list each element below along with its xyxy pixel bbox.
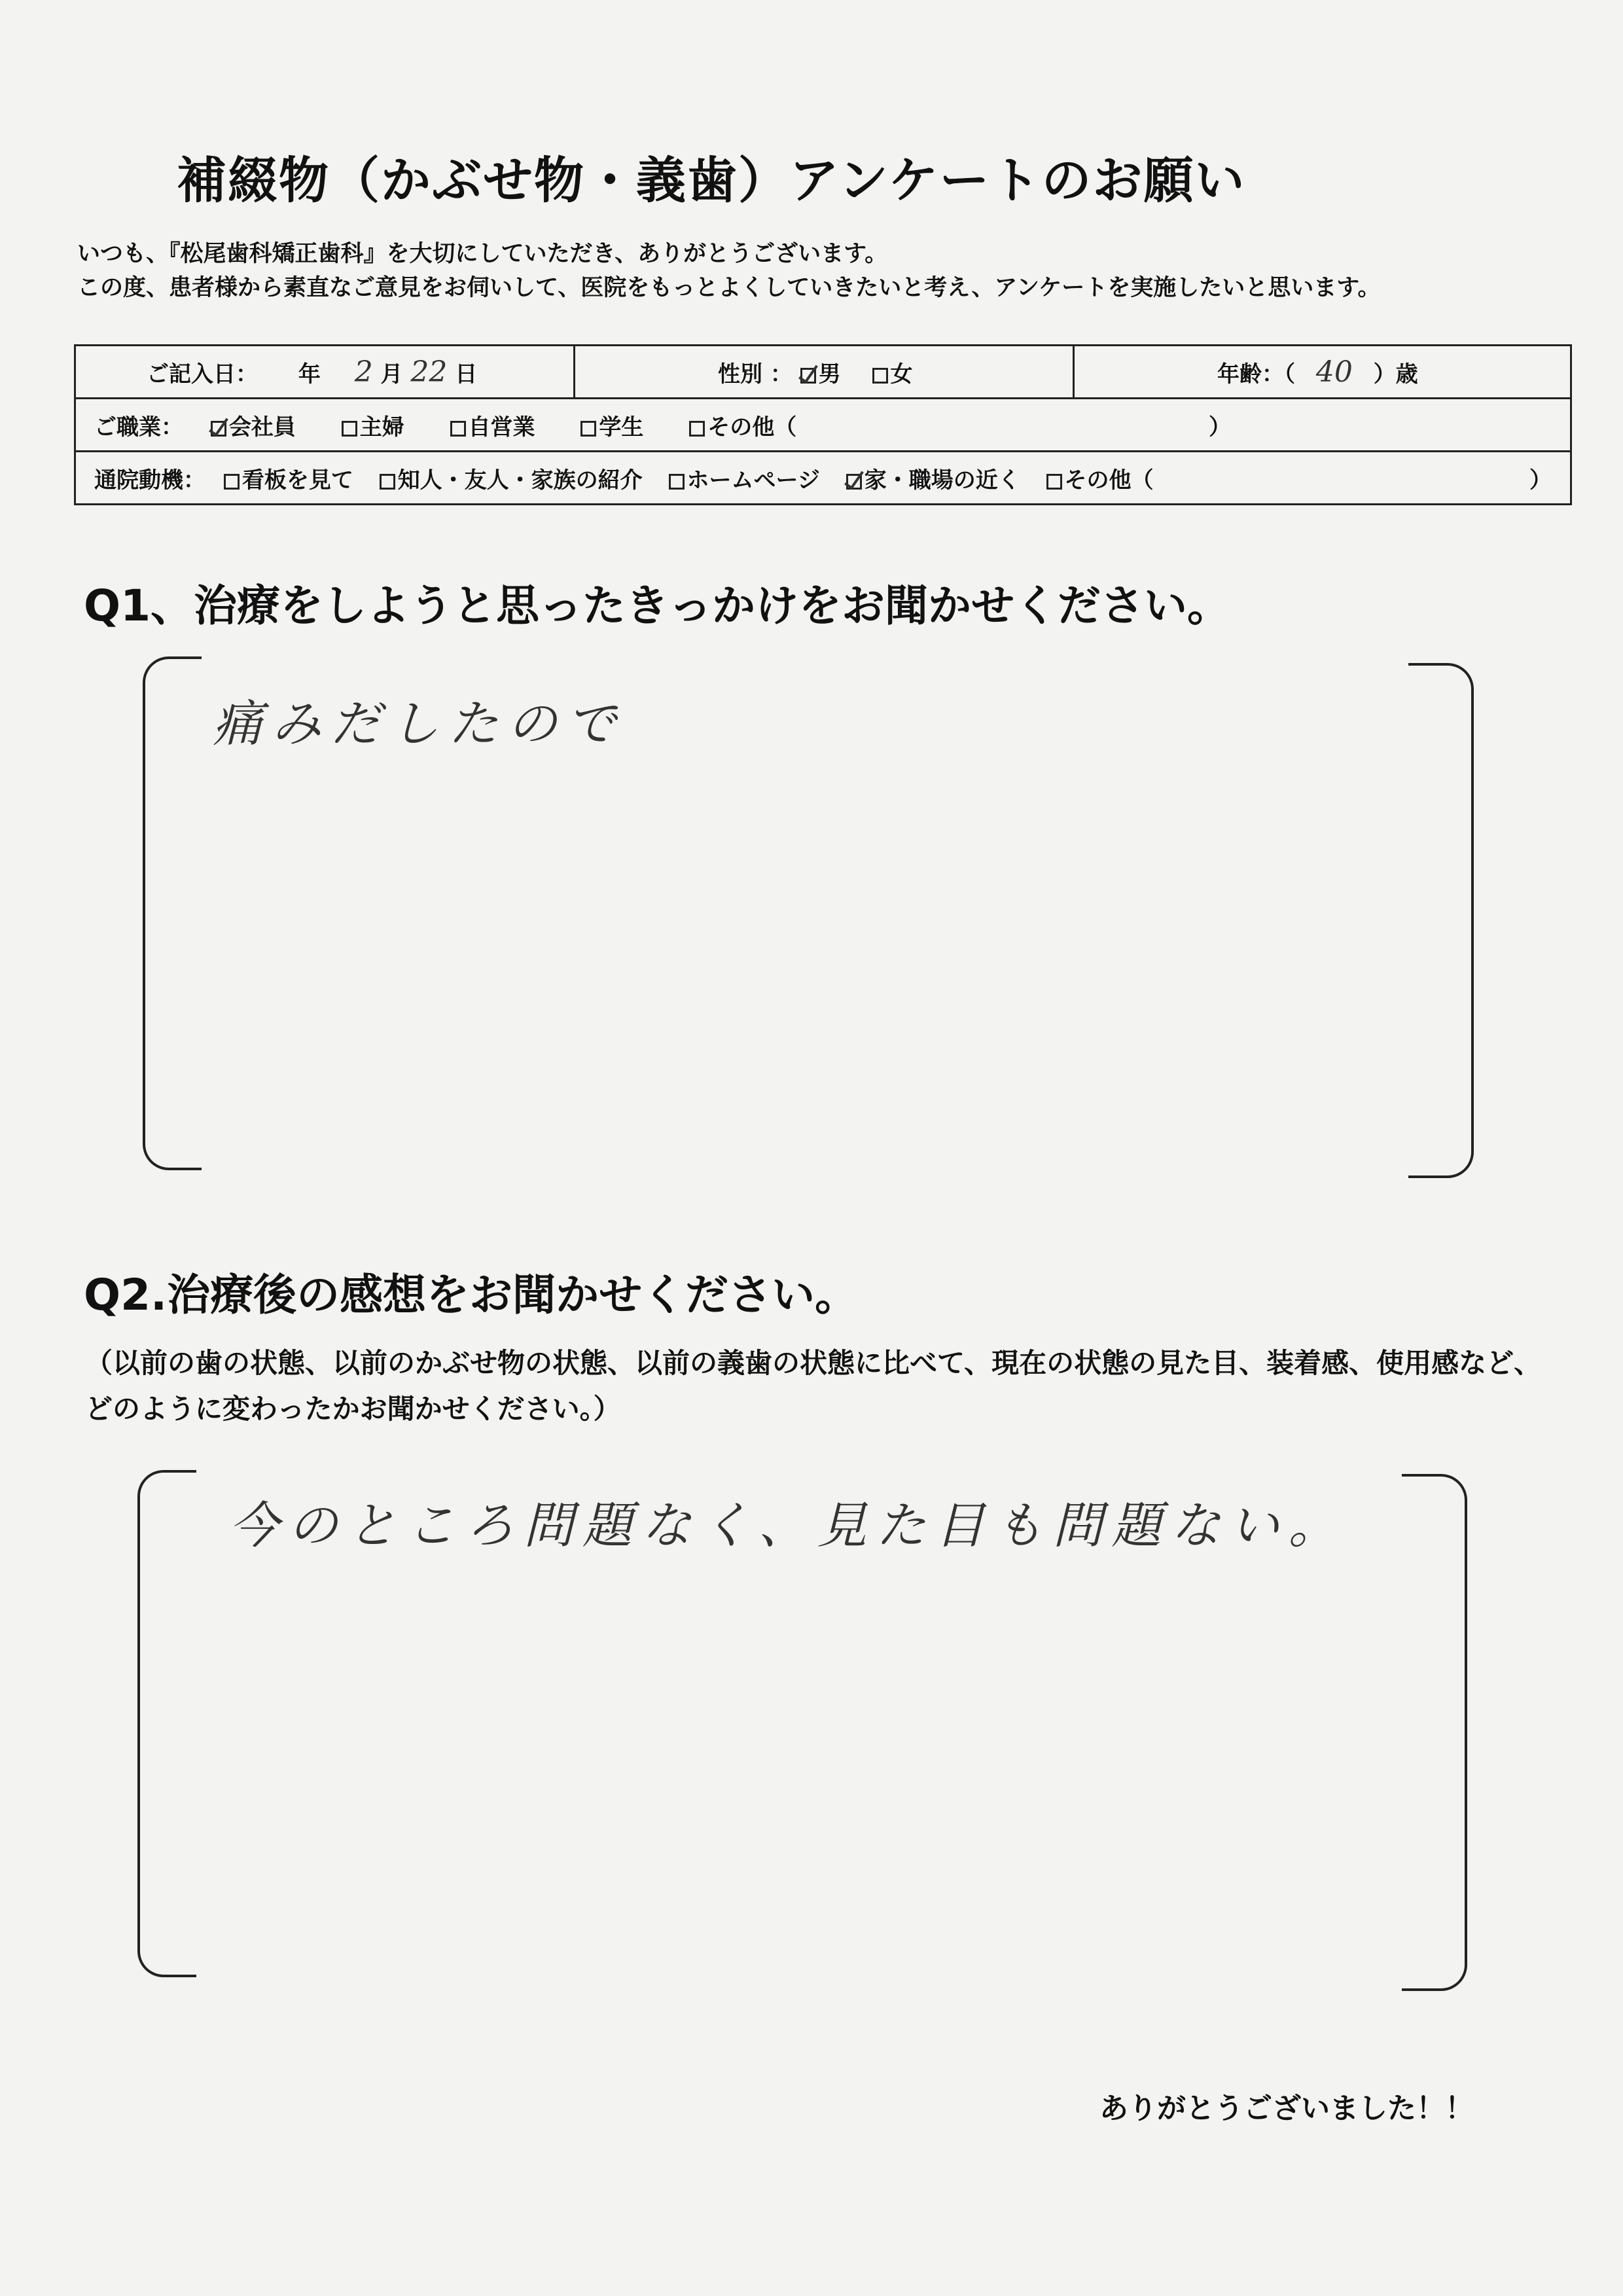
thanks-text: ありがとうございました！！ <box>1099 2092 1474 2125</box>
checkbox-icon[interactable] <box>450 421 466 437</box>
occupation-option-label: その他（ <box>707 414 797 440</box>
occupation-option-label: 主婦 <box>359 414 404 440</box>
q2-subtext: （以前の歯の状態、以前のかぶせ物の状態、以前の義歯の状態に比べて、現在の状態の見た目、装着感、使用感など、どのように変わったかお聞かせください。） <box>85 1347 1542 1425</box>
occupation-option-self-employed[interactable] <box>450 409 535 441</box>
visit-reason-option-other[interactable] <box>1046 462 1154 494</box>
info-table <box>74 344 1572 505</box>
q2-question: Q2.治療後の感想をお聞かせください。 <box>84 1270 859 1320</box>
age-value[interactable]: 40 <box>1315 355 1353 389</box>
checkbox-icon[interactable] <box>580 421 596 437</box>
info-row-3 <box>75 452 1571 505</box>
gender-option-label: 男 <box>818 361 841 387</box>
checkbox-icon[interactable] <box>224 474 240 490</box>
occupation-option-student[interactable] <box>580 409 643 441</box>
checkbox-checked-icon[interactable] <box>846 474 862 490</box>
right-bracket <box>1402 1474 1467 1991</box>
q2-answer-text: 今のところ問題なく、見た目も問題ない。 <box>229 1496 1347 1554</box>
page-title: 補綴物（かぶせ物・義歯）アンケートのお願い <box>177 151 1246 209</box>
occupation-option-housewife[interactable] <box>342 409 404 441</box>
visit-reason-close: ） <box>1529 467 1552 493</box>
visit-reason-option-label: 家・職場の近く <box>864 467 1020 493</box>
occupation-cell <box>75 399 1571 452</box>
occupation-option-employee[interactable] <box>211 409 296 441</box>
checkbox-icon[interactable] <box>669 474 685 490</box>
day-value[interactable]: 22 <box>410 355 448 389</box>
occupation-option-label: 自営業 <box>468 414 535 440</box>
occupation-option-other[interactable] <box>689 409 796 441</box>
gender-cell <box>575 346 1074 399</box>
age-cell <box>1074 346 1571 399</box>
date-label: ご記入日： <box>147 361 258 387</box>
visit-reason-option-signboard[interactable] <box>224 462 353 494</box>
intro-line-2: この度、患者様から素直なご意見をお伺いして、医院をもっとよくしていきたいと考え、アンケートを実施したいと思います。 <box>77 275 1381 301</box>
checkbox-icon[interactable] <box>1046 474 1062 490</box>
month-label: 月 <box>380 361 403 387</box>
gender-option-female[interactable] <box>872 356 913 388</box>
q1-answer-text: 痛みだしたので <box>213 694 625 753</box>
visit-reason-option-label: 看板を見て <box>241 467 353 493</box>
visit-reason-option-homepage[interactable] <box>669 462 820 494</box>
left-bracket <box>143 656 202 1170</box>
checkbox-checked-icon[interactable] <box>800 368 816 384</box>
occupation-label: ご職業： <box>94 414 183 440</box>
age-suffix: ）歳 <box>1373 361 1418 387</box>
intro-text <box>77 237 1582 305</box>
occupation-option-label: 会社員 <box>228 414 296 440</box>
age-label: 年齢：（ <box>1217 361 1295 387</box>
info-row-2 <box>75 399 1571 452</box>
gender-option-label: 女 <box>890 361 913 387</box>
checkbox-checked-icon[interactable] <box>211 421 226 437</box>
gender-label: 性別 ： <box>718 361 793 387</box>
visit-reason-option-label: ホームページ <box>687 467 820 493</box>
left-bracket <box>137 1470 196 1977</box>
occupation-close: ） <box>1209 414 1231 440</box>
visit-reason-option-nearby[interactable] <box>846 462 1020 494</box>
visit-reason-option-referral[interactable] <box>380 462 643 494</box>
gender-option-male[interactable] <box>800 356 841 388</box>
date-cell <box>75 346 575 399</box>
month-value[interactable]: 2 <box>354 355 373 389</box>
right-bracket <box>1408 663 1474 1178</box>
year-label: 年 <box>298 361 321 387</box>
checkbox-icon[interactable] <box>342 421 357 437</box>
visit-reason-cell <box>75 452 1571 505</box>
q1-question: Q1、治療をしようと思ったきっかけをお聞かせください。 <box>84 581 1231 631</box>
visit-reason-label: 通院動機： <box>94 467 205 493</box>
checkbox-icon[interactable] <box>689 421 705 437</box>
checkbox-icon[interactable] <box>872 368 888 384</box>
visit-reason-option-label: 知人・友人・家族の紹介 <box>397 467 643 493</box>
info-row-1 <box>75 346 1571 399</box>
visit-reason-option-label: その他（ <box>1064 467 1154 493</box>
occupation-option-label: 学生 <box>599 414 644 440</box>
checkbox-icon[interactable] <box>380 474 395 490</box>
day-label: 日 <box>455 361 478 387</box>
intro-line-1: いつも、『松尾歯科矯正歯科』を大切にしていただき、ありがとうございます。 <box>77 241 888 267</box>
